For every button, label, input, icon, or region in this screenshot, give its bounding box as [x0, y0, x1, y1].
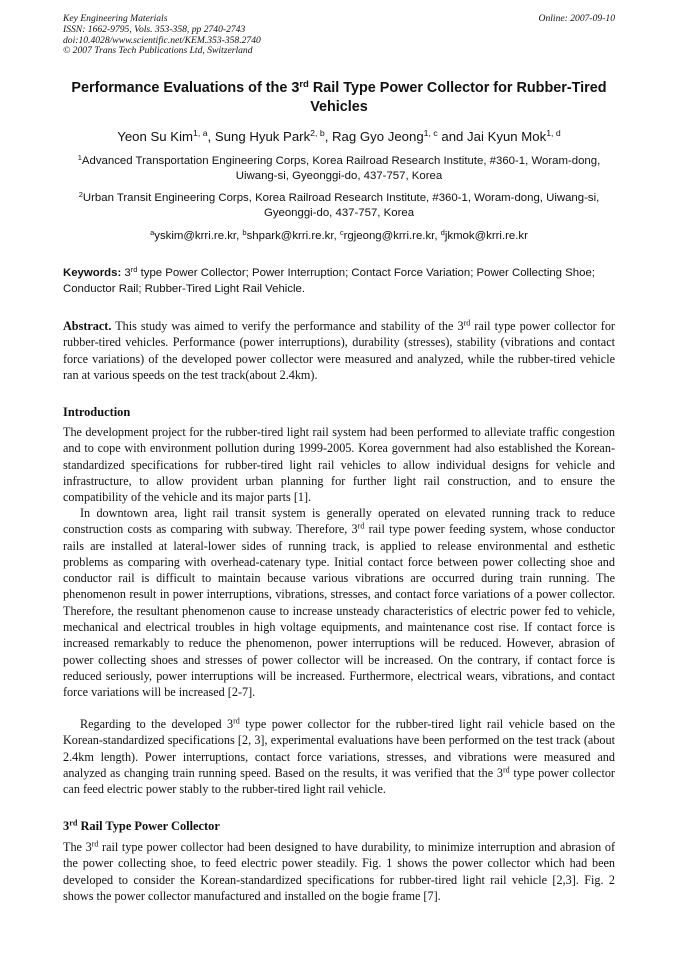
author-affiliation-mark: 1, c — [423, 128, 438, 139]
author-affiliation-mark: 2, b — [310, 128, 325, 139]
email-entry — [242, 227, 340, 242]
author-separator: , — [207, 129, 215, 144]
author — [215, 129, 332, 144]
power-collector-paragraph-1 — [63, 839, 615, 904]
heading-text: 3 — [63, 819, 70, 833]
doi-line: doi:10.4028/www.scientific.net/KEM.353-358.2740 — [63, 34, 261, 46]
issn-line: ISSN: 1662-9795, Vols. 353-358, pp 2740-2743 — [63, 23, 246, 35]
heading-text: Rail Type Power Collector — [77, 819, 220, 833]
email-separator: , — [434, 230, 441, 242]
author-name: Jai Kyun Mok — [467, 129, 547, 144]
title-superscript: rd — [299, 78, 309, 90]
author-name: Rag Gyo Jeong — [332, 129, 424, 144]
abstract-label: Abstract. — [63, 319, 112, 333]
paragraph-text: The 3 — [63, 840, 92, 854]
author-name: Sung Hyuk Park — [214, 129, 311, 144]
author-separator: , — [324, 129, 333, 144]
email-address[interactable]: jkmok@krri.re.kr — [444, 230, 528, 242]
heading-superscript: rd — [69, 818, 78, 828]
abstract — [63, 318, 615, 383]
introduction-paragraph-3 — [63, 716, 615, 797]
keywords-label: Keywords: — [63, 267, 122, 279]
email-separator: , — [333, 230, 340, 242]
journal-name: Key Engineering Materials — [63, 13, 168, 24]
abstract-text: This study was aimed to verify the performance and stability of the 3 — [111, 319, 464, 333]
author — [467, 129, 561, 144]
paragraph-text: Regarding to the developed 3 — [80, 717, 234, 731]
email-entry — [150, 227, 243, 242]
title-text: Rail Type Power Collector for Rubber-Tired Vehicles — [308, 80, 607, 115]
title-text: Performance Evaluations of the 3 — [71, 80, 300, 96]
author-name: Yeon Su Kim — [117, 129, 194, 144]
keywords-text: type Power Collector; Power Interruption; Contact Force Variation; Power Collecting Shoe; Conductor Rail; Rubber-Tired Light Rail Vehicle. — [63, 267, 595, 295]
author — [117, 129, 215, 144]
paragraph-superscript: rd — [233, 716, 240, 726]
author-list — [63, 128, 615, 145]
author-affiliation-mark: 1, d — [546, 128, 561, 139]
introduction-heading: Introduction — [63, 405, 131, 419]
email-list — [63, 229, 615, 244]
paragraph-text: type power collector for the rubber-tired light rail vehicle based on the Korean-standardized specifications [2, 3], experimental evaluations have been performed on the test track (about 2.4km length). Power interruptions, contact force variations, stresses, and vibrations were measured and analyzed as changing train running speed. Based on the results, it was verified that the 3 — [63, 717, 615, 780]
email-mark: c — [339, 227, 344, 237]
affiliation-number: 2 — [78, 189, 83, 199]
paragraph-text: type power collector can feed electric power stably to the rubber-tired light rail vehicle. — [63, 765, 615, 797]
affiliation-text: Urban Transit Engineering Corps, Korea Railroad Research Institute, #360-1, Woram-dong, Uiwang-si, Gyeonggi-do, 437-757, Korea — [82, 192, 600, 220]
keywords-superscript: rd — [130, 264, 138, 274]
email-address[interactable]: yskim@krri.re.kr — [154, 230, 237, 242]
email-entry — [339, 227, 441, 242]
email-address[interactable]: shpark@krri.re.kr — [246, 230, 334, 242]
abstract-superscript: rd — [463, 318, 471, 328]
abstract-text: rail type power collector for rubber-tired vehicles. Performance (power interruptions), durability (stresses), stability (vibrations and contact force variations) of the developed power collector were measured and analyzed, while the rubber-tired vehicle ran at various speeds on the test track(about 2.4km). — [63, 319, 615, 382]
email-entry — [440, 227, 528, 242]
affiliation-number: 1 — [77, 152, 82, 162]
author — [332, 129, 467, 144]
affiliation-2 — [70, 191, 608, 222]
copyright-line: © 2007 Trans Tech Publications Ltd, Switzerland — [63, 45, 253, 57]
email-mark: d — [440, 227, 445, 237]
paragraph-text: rail type power collector had been designed to have durability, to minimize interruption and abrasion of the power collecting shoe, to feed electric power steadily. Fig. 1 shows the power collector which had been developed to consider the Korean-standardized specifications for rubber-tired light rail vehicle [2,3]. Fig. 2 shows the power collector manufactured and installed on the bogie frame [7]. — [63, 840, 616, 903]
paragraph-superscript: rd — [91, 839, 99, 849]
introduction-paragraph-2 — [63, 505, 615, 701]
author-separator: and — [437, 129, 468, 144]
email-address[interactable]: rgjeong@krri.re.kr — [343, 230, 435, 242]
keywords-text: 3 — [121, 267, 131, 279]
paragraph-text: In downtown area, light rail transit system is generally operated on elevated running track to reduce construction costs as comparing with subway. Therefore, 3 — [63, 506, 615, 537]
affiliation-1 — [70, 154, 608, 185]
section-heading-power-collector — [63, 818, 220, 834]
paragraph-superscript: rd — [502, 765, 510, 775]
journal-header — [63, 14, 615, 57]
email-mark: b — [242, 227, 247, 237]
author-affiliation-mark: 1, a — [193, 128, 208, 139]
paper-title — [63, 79, 615, 117]
introduction-paragraph-1: The development project for the rubber-tired light rail system had been performed to alleviate traffic congestion and to cope with environment pollution during 1999-2005. Korea government had also established the Korean-standardized specifications for rubber-tired light rail vehicles to allow individual designs for vehicle and infrastructure, to allow provident urban planning for further light rail construction, and to ensure the compatibility of the vehicle and its major parts [1]. — [63, 425, 615, 505]
paragraph-text: rail type power feeding system, whose conductor rails are installed at lateral-lower sides of running track, is applied to release environmental and esthetic problems as comparing with overhead-catenary type. Initial contact force between power collecting shoe and conductor rail is difficult to maintain because various vibrations are occurred during train running. The phenomenon result in power interruptions, vibrations, stresses, and contact force variations of a power collector. Therefore, the resultant phenomenon cause to increase unsteady characteristics of electric power fed to vehicle, mechanical and electrical troubles in high voltage equipments, and maintenance cost rise. If contact force is increased remarkably to reduce the phenomenon, power interruptions will be reduced. However, abrasion of power collecting shoes and stresses of power collector will be increased. On the contrary, if contact force is reduced seriously, power interruptions will be increased. Furthermore, electrical wears, vibrations, and contact force variations will be increased [2-7]. — [63, 522, 615, 700]
affiliation-text: Advanced Transportation Engineering Corps, Korea Railroad Research Institute, #360-1, Woram-dong, Uiwang-si, Gyeonggi-do, 437-757, Korea — [81, 155, 601, 183]
online-date: Online: 2007-09-10 — [538, 13, 615, 24]
paragraph-superscript: rd — [357, 521, 365, 531]
email-mark: a — [150, 227, 155, 237]
email-separator: , — [236, 230, 243, 242]
keywords — [63, 265, 615, 297]
